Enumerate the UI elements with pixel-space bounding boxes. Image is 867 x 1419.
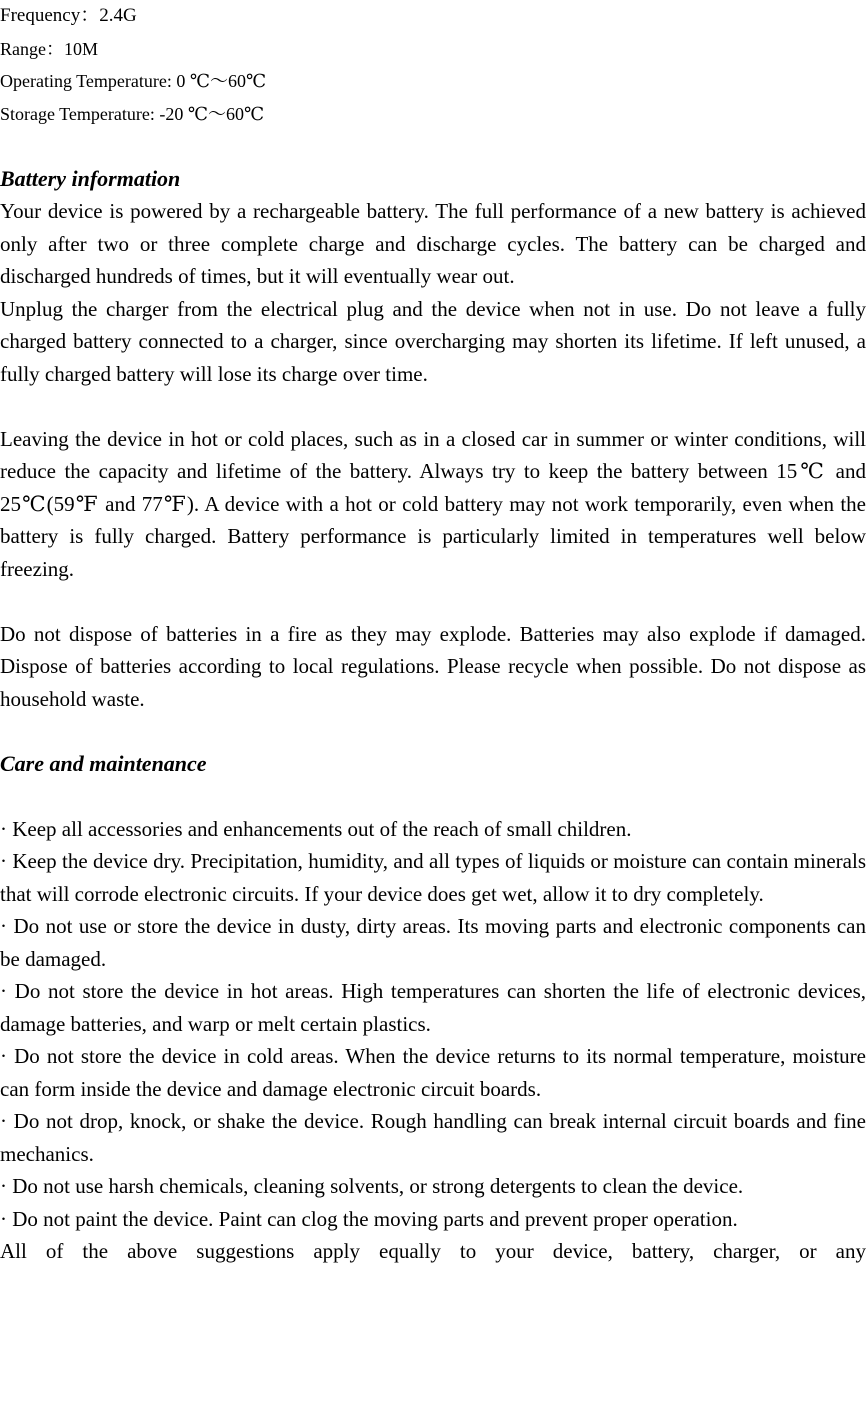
battery-paragraph-disposal: Do not dispose of batteries in a fire as they may explode. Batteries may also explode if damaged. Dispose of batteries according to local regulations. Please recycle when possible. Do not dispose as household waste. <box>0 621 866 711</box>
spec-frequency: Frequency：2.4G <box>0 5 137 26</box>
care-closing-sentence: All of the above suggestions apply equally to your device, battery, charger, or any <box>0 1239 866 1263</box>
care-item-dusty: · Do not use or store the device in dusty, dirty areas. Its moving parts and electronic components can be damaged. <box>0 914 866 971</box>
care-item-children: · Keep all accessories and enhancements out of the reach of small children. <box>0 816 632 841</box>
care-item-hot: · Do not store the device in hot areas. High temperatures can shorten the life of electronic devices, damage batteries, and warp or melt certain plastics. <box>0 979 866 1036</box>
blank-line <box>0 130 866 163</box>
battery-heading: Battery information <box>0 165 181 191</box>
battery-paragraph-performance: Your device is powered by a rechargeable battery. The full performance of a new battery is achieved only after two or three complete charge and discharge cycles. The battery can be charged and discharged hundreds of times, but it will eventually wear out. <box>0 199 866 288</box>
care-item-chemicals: · Do not use harsh chemicals, cleaning solvents, or strong detergents to clean the device. <box>0 1174 744 1198</box>
care-heading: Care and maintenance <box>0 750 207 776</box>
care-item-cold: · Do not store the device in cold areas. When the device returns to its normal temperature, moisture can form inside the device and damage electronic circuit boards. <box>0 1044 866 1101</box>
blank-line <box>0 390 866 423</box>
battery-paragraph-unplug: Unplug the charger from the electrical plug and the device when not in use. Do not leave a fully charged battery connected to a charger, since overcharging may shorten its lifetime. If left unused, a fully charged battery will lose its charge over time. <box>0 296 866 386</box>
blank-line <box>0 715 866 748</box>
care-item-paint: · Do not paint the device. Paint can clog the moving parts and prevent proper operation. <box>0 1206 738 1231</box>
battery-paragraph-temperature: Leaving the device in hot or cold places, such as in a closed car in summer or winter conditions, will reduce the capacity and lifetime of the battery. Always try to keep the battery between 15℃ and 25℃(59℉ and 77℉). A device with a hot or cold battery may not work temporarily, even when the battery is fully charged. Battery performance is particularly limited in temperatures well below freezing. <box>0 426 866 581</box>
spec-operating-temperature: Operating Temperature: 0 ℃～60℃ <box>0 71 267 91</box>
care-item-drop: · Do not drop, knock, or shake the device. Rough handling can break internal circuit boards and fine mechanics. <box>0 1109 866 1166</box>
blank-line <box>0 780 866 813</box>
spec-range: Range：10M <box>0 38 98 59</box>
spec-storage-temperature: Storage Temperature: -20 ℃～60℃ <box>0 103 265 124</box>
care-item-dry: · Keep the device dry. Precipitation, humidity, and all types of liquids or moisture can contain minerals that will corrode electronic circuits. If your device does get wet, allow it to dry completely. <box>0 849 866 906</box>
blank-line <box>0 585 866 618</box>
